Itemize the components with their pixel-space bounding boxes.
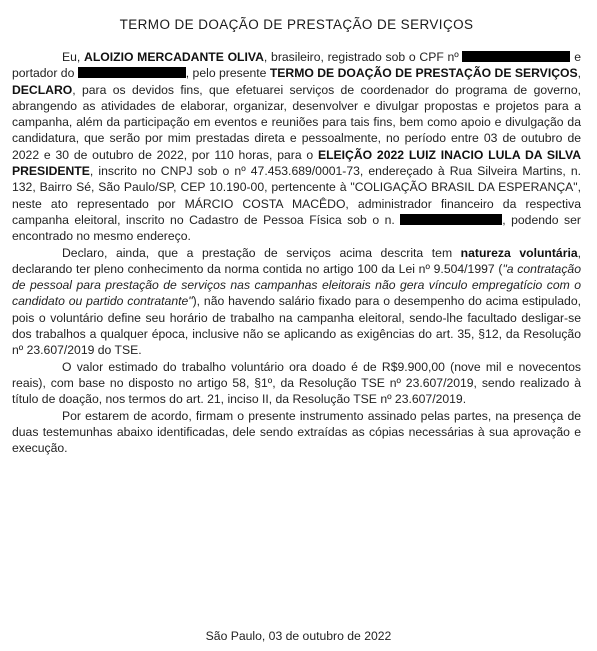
- law-quote: "a contratação de pessoal para prestação de serviços nas campanhas eleitorais não gera vínculo empregatício com o candidato ou partido contratante": [12, 261, 581, 309]
- text-segment: e portador do: [12, 50, 581, 81]
- paragraph-voluntary-nature: [12, 245, 581, 359]
- redacted-id: [78, 67, 186, 78]
- place-and-date: São Paulo, 03 de outubro de 2022: [205, 629, 392, 643]
- text-segment: , declarando ter pleno conhecimento da norma contida no artigo 100 da Lei nº 9.504/1997 (: [12, 245, 581, 276]
- term-title: TERMO DE DOAÇÃO DE PRESTAÇÃO DE SERVIÇOS: [269, 66, 578, 81]
- declaro-keyword: DECLARO: [12, 82, 73, 97]
- text-segment: , brasileiro, registrado sob o CPF nº: [263, 50, 463, 64]
- text-segment: Declaro, ainda, que a prestação de serviços acima descrita tem: [62, 245, 461, 260]
- voluntary-nature-bold: natureza voluntária: [460, 245, 578, 260]
- redacted-cpf-representative: [400, 214, 502, 225]
- paragraph-declaration: [12, 49, 581, 245]
- text-segment: , pelo presente: [185, 66, 270, 81]
- redacted-cpf: [462, 51, 570, 62]
- text-segment: , podendo ser encontrado no mesmo endereço.: [12, 212, 581, 244]
- text-segment: , inscrito no CNPJ sob o nº 47.453.689/0001-73, endereçado à Rua Silveira Martins, n. 132, Bairro Sé, São Paulo/SP, CEP 10.190-00, pertencente à "COLIGAÇÃO BRASIL DA ESPERANÇA", neste ato representado por MÁRCIO COSTA MACÊDO, administrador financeiro da respectiva campanha eleitoral, inscrito no Cadastro de Pessoa Física sob o n.: [12, 164, 581, 227]
- paragraph-estimated-value: O valor estimado do trabalho voluntário ora doado é de R$9.900,00 (nove mil e novecentos reais), com base no disposto no artigo 58, §1º, da Resolução TSE nº 23.607/2019, sendo realizado à título de doação, nos termos do art. 21, inciso II, da Resolução TSE nº 23.607/2019.: [12, 359, 581, 407]
- document-title: TERMO DE DOAÇÃO DE PRESTAÇÃO DE SERVIÇOS: [119, 17, 474, 32]
- paragraph-agreement: Por estarem de acordo, firmam o presente instrumento assinado pelas partes, na presença de duas testemunhas abaixo identificadas, dele sendo extraídas as cópias necessárias à sua aprovação e execução.: [12, 408, 581, 456]
- text-segment: Eu,: [62, 50, 85, 64]
- election-name: ELEIÇÃO 2022 LUIZ INACIO LULA DA SILVA PRESIDENTE: [12, 147, 581, 179]
- text-segment: , para os devidos fins, que efetuarei serviços de coordenador do programa de governo, abrangendo as atividades de elaborar, organizar, desenvolver e divulgar propostas e projetos para a campanha, além da participação em eventos e reuniões para tais fins, bem como apoio e divulgação da candidatura, que serão por mim prestadas direta e pessoalmente, no período entre 03 de outubro de 2022 e 30 de outubro de 2022, por 110 horas, para o: [12, 82, 581, 162]
- declarant-name: ALOIZIO MERCADANTE OLIVA: [84, 50, 264, 64]
- text-segment: ,: [577, 66, 582, 81]
- text-segment: ), não havendo salário fixado para o desempenho do acima estipulado, pois o voluntário define seu horário de trabalho na campanha eleitoral, sendo-lhe facultado desligar-se dos trabalhos a qualquer época, inclusive não se aplicando as exigências do art. 35, §12, da Resolução nº 23.607/2019 do TSE.: [12, 294, 581, 358]
